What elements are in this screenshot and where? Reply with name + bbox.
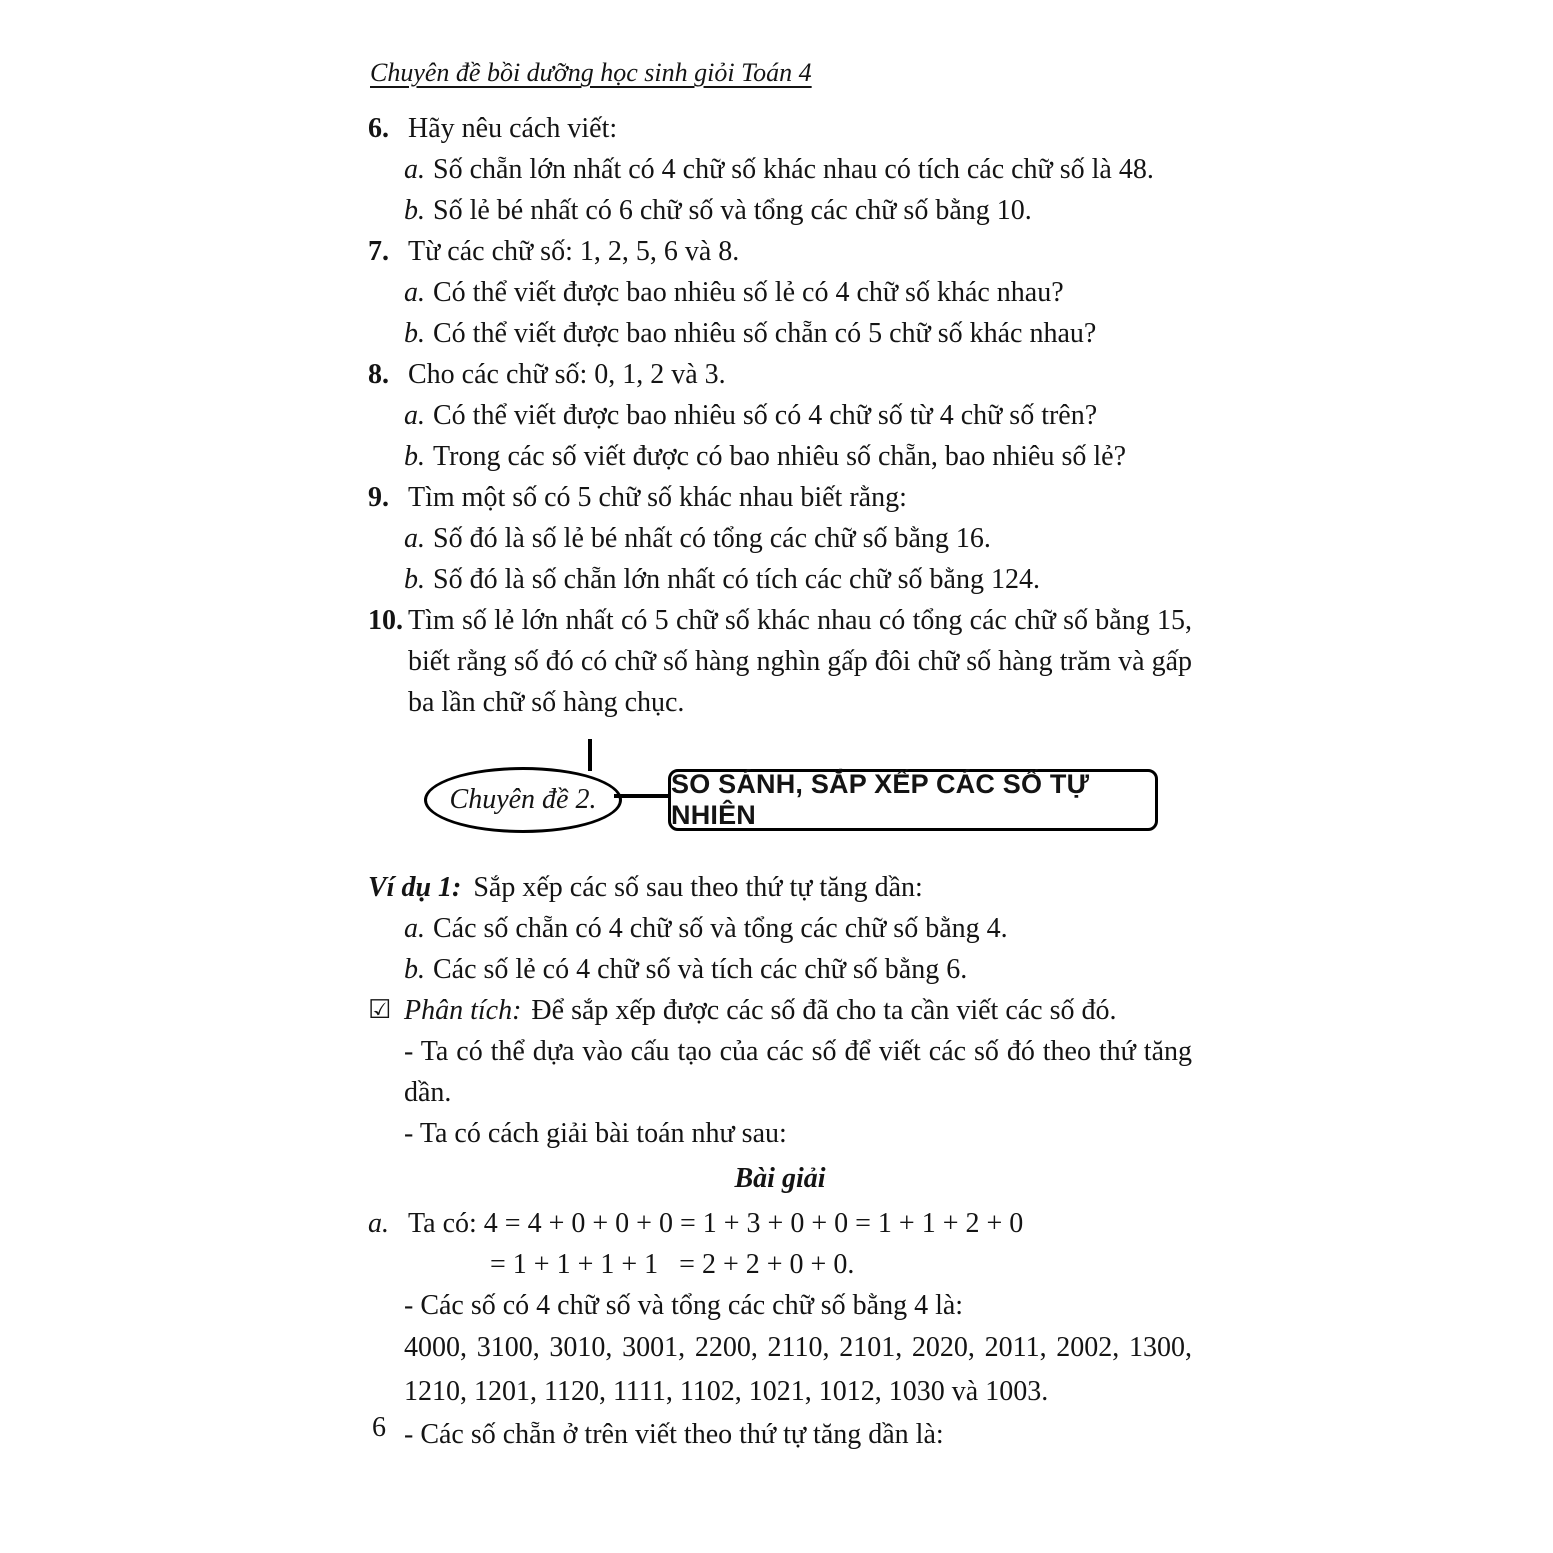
solution-line: - Các số có 4 chữ số và tổng các chữ số bằng 4 là: (404, 1290, 964, 1321)
solution-line: = 1 + 1 + 1 + 1 = 2 + 2 + 0 + 0. (490, 1249, 855, 1280)
subitem-text: Các số chẵn có 4 chữ số và tổng các chữ số bằng 4. (433, 913, 1008, 944)
topic-title: SO SÁNH, SẮP XẾP CÁC SỐ TỰ NHIÊN (671, 769, 1090, 830)
problem-item (368, 108, 1192, 149)
subitem-label: a. (404, 523, 425, 554)
problem-item (368, 354, 1192, 395)
analysis-note: - Ta có thể dựa vào cấu tạo của các số để viết các số đó theo thứ tăng dần. (404, 1036, 1192, 1108)
problem-number: 8. (368, 359, 389, 390)
analysis-note: - Ta có cách giải bài toán như sau: (404, 1118, 787, 1149)
problem-text: Tìm một số có 5 chữ số khác nhau biết rằng: (408, 482, 907, 513)
page-number: 6 (372, 1412, 386, 1443)
connector-line (614, 794, 670, 798)
example-heading (368, 867, 1192, 908)
solution-line: - Các số chẵn ở trên viết theo thứ tự tăng dần là: (404, 1419, 944, 1450)
analysis-text: Để sắp xếp được các số đã cho ta cần viết các số đó. (531, 995, 1117, 1026)
problem-subitem (368, 518, 1192, 559)
problem-text: Tìm số lẻ lớn nhất có 5 chữ số khác nhau có tổng các chữ số bằng 15, biết rằng số đó có chữ số hàng nghìn gấp đôi chữ số hàng trăm và gấp ba lần chữ số hàng chục. (408, 605, 1192, 718)
solution-line: Ta có: 4 = 4 + 0 + 0 + 0 = 1 + 3 + 0 + 0 = 1 + 1 + 2 + 0 (408, 1208, 1024, 1239)
subitem-text: Có thể viết được bao nhiêu số có 4 chữ số từ 4 chữ số trên? (433, 400, 1098, 431)
subitem-text: Trong các số viết được có bao nhiêu số chẵn, bao nhiêu số lẻ? (433, 441, 1126, 472)
example-label: Ví dụ 1: (368, 872, 462, 903)
solution-heading: Bài giải (734, 1163, 826, 1194)
subitem-label: a. (404, 400, 425, 431)
problem-number: 9. (368, 482, 389, 513)
analysis-line (368, 990, 1192, 1031)
problem-subitem (368, 272, 1192, 313)
analysis-label: Phân tích: (404, 995, 522, 1026)
solution-numbers: 4000, 3100, 3010, 3001, 2200, 2110, 2101, 2020, 2011, 2002, 1300, 1210, 1201, 1120, 1111, 1102, 1021, 1012, 1030 và 1003. (404, 1332, 1192, 1407)
topic-label-ellipse (424, 767, 622, 833)
subitem-label: b. (404, 564, 425, 595)
subitem-label: b. (404, 954, 425, 985)
topic-banner (368, 739, 1192, 833)
problem-number: 6. (368, 113, 389, 144)
problem-subitem (368, 395, 1192, 436)
problem-subitem (368, 313, 1192, 354)
problem-subitem (368, 190, 1192, 231)
topic-title-box (668, 769, 1158, 831)
example-text: Sắp xếp các số sau theo thứ tự tăng dần: (473, 872, 923, 903)
subitem-text: Có thể viết được bao nhiêu số lẻ có 4 chữ số khác nhau? (433, 277, 1064, 308)
subitem-text: Số chẵn lớn nhất có 4 chữ số khác nhau có tích các chữ số là 48. (433, 154, 1154, 185)
subitem-text: Các số lẻ có 4 chữ số và tích các chữ số bằng 6. (433, 954, 968, 985)
running-header: Chuyên đề bồi dưỡng học sinh giỏi Toán 4 (370, 58, 812, 87)
example-subitem (368, 908, 1192, 949)
solution-part-label: a. (368, 1208, 389, 1239)
subitem-text: Số đó là số lẻ bé nhất có tổng các chữ số bằng 16. (433, 523, 991, 554)
problem-subitem (368, 559, 1192, 600)
checked-checkbox-icon: ☑ (368, 995, 392, 1025)
problem-text: Từ các chữ số: 1, 2, 5, 6 và 8. (408, 236, 740, 267)
problem-item (368, 231, 1192, 272)
subitem-label: a. (404, 154, 425, 185)
subitem-label: b. (404, 195, 425, 226)
problem-subitem (368, 149, 1192, 190)
problem-item (368, 600, 1192, 723)
subitem-label: b. (404, 441, 425, 472)
subitem-label: a. (404, 277, 425, 308)
subitem-text: Số lẻ bé nhất có 6 chữ số và tổng các chữ số bằng 10. (433, 195, 1032, 226)
topic-label: Chuyên đề 2. (449, 784, 597, 815)
connector-tick (588, 739, 592, 771)
problem-text: Cho các chữ số: 0, 1, 2 và 3. (408, 359, 726, 390)
page-content (368, 58, 1192, 1455)
problem-subitem (368, 436, 1192, 477)
subitem-label: b. (404, 318, 425, 349)
solution-part (368, 1203, 1192, 1244)
problem-text: Hãy nêu cách viết: (408, 113, 618, 144)
subitem-text: Số đó là số chẵn lớn nhất có tích các chữ số bằng 124. (433, 564, 1040, 595)
example-subitem (368, 949, 1192, 990)
subitem-label: a. (404, 913, 425, 944)
problem-item (368, 477, 1192, 518)
problem-number: 10. (368, 605, 403, 636)
subitem-text: Có thể viết được bao nhiêu số chẵn có 5 chữ số khác nhau? (433, 318, 1097, 349)
problem-number: 7. (368, 236, 389, 267)
